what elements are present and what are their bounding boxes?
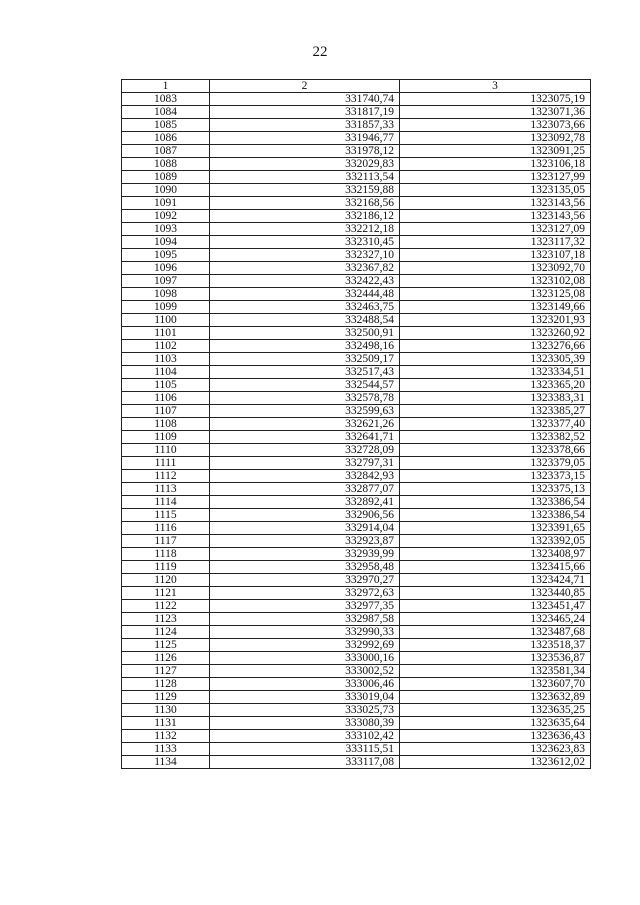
x-coordinate-cell: 332422,43 [210,275,400,288]
point-number-cell: 1117 [122,535,210,548]
point-number-cell: 1095 [122,249,210,262]
point-number-cell: 1094 [122,236,210,249]
x-coordinate-cell: 333000,16 [210,652,400,665]
table-row [122,405,591,418]
y-coordinate-cell: 1323107,18 [400,249,591,262]
x-coordinate-cell: 332327,10 [210,249,400,262]
table-row [122,626,591,639]
table-row [122,496,591,509]
table-header-row [122,80,591,93]
point-number-cell: 1089 [122,171,210,184]
x-coordinate-cell: 332621,26 [210,418,400,431]
y-coordinate-cell: 1323075,19 [400,93,591,106]
table-row [122,106,591,119]
y-coordinate-cell: 1323632,89 [400,691,591,704]
x-coordinate-cell: 332310,45 [210,236,400,249]
table-row [122,197,591,210]
table-row [122,379,591,392]
y-coordinate-cell: 1323092,78 [400,132,591,145]
column-header-3: 3 [400,80,591,93]
x-coordinate-cell: 332892,41 [210,496,400,509]
y-coordinate-cell: 1323612,02 [400,756,591,769]
y-coordinate-cell: 1323102,08 [400,275,591,288]
point-number-cell: 1130 [122,704,210,717]
table-row [122,652,591,665]
y-coordinate-cell: 1323106,18 [400,158,591,171]
y-coordinate-cell: 1323378,66 [400,444,591,457]
y-coordinate-cell: 1323201,93 [400,314,591,327]
y-coordinate-cell: 1323415,66 [400,561,591,574]
y-coordinate-cell: 1323071,36 [400,106,591,119]
x-coordinate-cell: 333019,04 [210,691,400,704]
table-row [122,262,591,275]
x-coordinate-cell: 332488,54 [210,314,400,327]
point-number-cell: 1093 [122,223,210,236]
y-coordinate-cell: 1323635,25 [400,704,591,717]
table-row [122,184,591,197]
y-coordinate-cell: 1323386,54 [400,509,591,522]
y-coordinate-cell: 1323127,09 [400,223,591,236]
point-number-cell: 1105 [122,379,210,392]
table-row [122,275,591,288]
point-number-cell: 1116 [122,522,210,535]
table-row [122,587,591,600]
table-row [122,301,591,314]
table-row [122,639,591,652]
point-number-cell: 1132 [122,730,210,743]
y-coordinate-cell: 1323377,40 [400,418,591,431]
table-row [122,392,591,405]
table-row [122,418,591,431]
x-coordinate-cell: 331978,12 [210,145,400,158]
x-coordinate-cell: 332641,71 [210,431,400,444]
table-row [122,561,591,574]
x-coordinate-cell: 332517,43 [210,366,400,379]
point-number-cell: 1104 [122,366,210,379]
x-coordinate-cell: 332990,33 [210,626,400,639]
table-row [122,704,591,717]
table-row [122,457,591,470]
table-row [122,743,591,756]
x-coordinate-cell: 332159,88 [210,184,400,197]
point-number-cell: 1113 [122,483,210,496]
table-row [122,483,591,496]
table-row [122,678,591,691]
table-row [122,171,591,184]
point-number-cell: 1126 [122,652,210,665]
table-row [122,353,591,366]
column-header-1: 1 [122,80,210,93]
y-coordinate-cell: 1323143,56 [400,197,591,210]
point-number-cell: 1083 [122,93,210,106]
point-number-cell: 1128 [122,678,210,691]
column-header-2: 2 [210,80,400,93]
y-coordinate-cell: 1323518,37 [400,639,591,652]
x-coordinate-cell: 331946,77 [210,132,400,145]
y-coordinate-cell: 1323334,51 [400,366,591,379]
y-coordinate-cell: 1323091,25 [400,145,591,158]
table-row [122,93,591,106]
x-coordinate-cell: 332509,17 [210,353,400,366]
y-coordinate-cell: 1323465,24 [400,613,591,626]
table-row [122,158,591,171]
point-number-cell: 1085 [122,119,210,132]
y-coordinate-cell: 1323424,71 [400,574,591,587]
point-number-cell: 1124 [122,626,210,639]
table-row [122,132,591,145]
x-coordinate-cell: 333115,51 [210,743,400,756]
table-row [122,665,591,678]
y-coordinate-cell: 1323382,52 [400,431,591,444]
x-coordinate-cell: 332367,82 [210,262,400,275]
x-coordinate-cell: 332212,18 [210,223,400,236]
point-number-cell: 1101 [122,327,210,340]
y-coordinate-cell: 1323260,92 [400,327,591,340]
y-coordinate-cell: 1323135,05 [400,184,591,197]
table-row [122,717,591,730]
x-coordinate-cell: 332914,04 [210,522,400,535]
point-number-cell: 1133 [122,743,210,756]
y-coordinate-cell: 1323127,99 [400,171,591,184]
y-coordinate-cell: 1323635,64 [400,717,591,730]
point-number-cell: 1127 [122,665,210,678]
y-coordinate-cell: 1323440,85 [400,587,591,600]
y-coordinate-cell: 1323365,20 [400,379,591,392]
x-coordinate-cell: 332923,87 [210,535,400,548]
table-row [122,444,591,457]
x-coordinate-cell: 332168,56 [210,197,400,210]
y-coordinate-cell: 1323391,65 [400,522,591,535]
table-row [122,340,591,353]
point-number-cell: 1102 [122,340,210,353]
x-coordinate-cell: 332906,56 [210,509,400,522]
y-coordinate-cell: 1323379,05 [400,457,591,470]
point-number-cell: 1099 [122,301,210,314]
y-coordinate-cell: 1323143,56 [400,210,591,223]
table-row [122,574,591,587]
point-number-cell: 1097 [122,275,210,288]
y-coordinate-cell: 1323305,39 [400,353,591,366]
y-coordinate-cell: 1323408,97 [400,548,591,561]
x-coordinate-cell: 332444,48 [210,288,400,301]
table-row [122,691,591,704]
x-coordinate-cell: 332500,91 [210,327,400,340]
x-coordinate-cell: 331740,74 [210,93,400,106]
table-row [122,548,591,561]
point-number-cell: 1110 [122,444,210,457]
point-number-cell: 1092 [122,210,210,223]
y-coordinate-cell: 1323581,34 [400,665,591,678]
coordinates-table [121,79,591,769]
x-coordinate-cell: 332186,12 [210,210,400,223]
x-coordinate-cell: 332877,07 [210,483,400,496]
y-coordinate-cell: 1323392,05 [400,535,591,548]
x-coordinate-cell: 333002,52 [210,665,400,678]
table-body [122,80,591,769]
point-number-cell: 1098 [122,288,210,301]
table-row [122,366,591,379]
x-coordinate-cell: 333006,46 [210,678,400,691]
point-number-cell: 1119 [122,561,210,574]
x-coordinate-cell: 332113,54 [210,171,400,184]
point-number-cell: 1108 [122,418,210,431]
x-coordinate-cell: 332958,48 [210,561,400,574]
point-number-cell: 1086 [122,132,210,145]
y-coordinate-cell: 1323451,47 [400,600,591,613]
x-coordinate-cell: 332599,63 [210,405,400,418]
table-row [122,119,591,132]
table-row [122,314,591,327]
x-coordinate-cell: 332987,58 [210,613,400,626]
point-number-cell: 1114 [122,496,210,509]
table-row [122,730,591,743]
x-coordinate-cell: 332578,78 [210,392,400,405]
y-coordinate-cell: 1323073,66 [400,119,591,132]
point-number-cell: 1103 [122,353,210,366]
x-coordinate-cell: 332939,99 [210,548,400,561]
page-number: 22 [312,44,328,60]
point-number-cell: 1109 [122,431,210,444]
point-number-cell: 1125 [122,639,210,652]
point-number-cell: 1122 [122,600,210,613]
point-number-cell: 1100 [122,314,210,327]
table-row [122,210,591,223]
x-coordinate-cell: 331817,19 [210,106,400,119]
table-row [122,249,591,262]
table-row [122,613,591,626]
x-coordinate-cell: 332797,31 [210,457,400,470]
point-number-cell: 1131 [122,717,210,730]
y-coordinate-cell: 1323487,68 [400,626,591,639]
point-number-cell: 1096 [122,262,210,275]
point-number-cell: 1123 [122,613,210,626]
x-coordinate-cell: 333117,08 [210,756,400,769]
x-coordinate-cell: 332842,93 [210,470,400,483]
table-row [122,288,591,301]
table-row [122,470,591,483]
y-coordinate-cell: 1323383,31 [400,392,591,405]
point-number-cell: 1112 [122,470,210,483]
table-row [122,756,591,769]
x-coordinate-cell: 332977,35 [210,600,400,613]
x-coordinate-cell: 331857,33 [210,119,400,132]
x-coordinate-cell: 332544,57 [210,379,400,392]
x-coordinate-cell: 333025,73 [210,704,400,717]
x-coordinate-cell: 332992,69 [210,639,400,652]
point-number-cell: 1106 [122,392,210,405]
table-row [122,327,591,340]
point-number-cell: 1118 [122,548,210,561]
x-coordinate-cell: 332728,09 [210,444,400,457]
x-coordinate-cell: 332463,75 [210,301,400,314]
point-number-cell: 1090 [122,184,210,197]
point-number-cell: 1088 [122,158,210,171]
y-coordinate-cell: 1323386,54 [400,496,591,509]
y-coordinate-cell: 1323375,13 [400,483,591,496]
y-coordinate-cell: 1323092,70 [400,262,591,275]
y-coordinate-cell: 1323149,66 [400,301,591,314]
point-number-cell: 1115 [122,509,210,522]
y-coordinate-cell: 1323373,15 [400,470,591,483]
x-coordinate-cell: 332029,83 [210,158,400,171]
table-row [122,145,591,158]
table-row [122,522,591,535]
y-coordinate-cell: 1323636,43 [400,730,591,743]
y-coordinate-cell: 1323276,66 [400,340,591,353]
point-number-cell: 1111 [122,457,210,470]
table-row [122,509,591,522]
table-row [122,535,591,548]
point-number-cell: 1084 [122,106,210,119]
x-coordinate-cell: 332498,16 [210,340,400,353]
x-coordinate-cell: 333102,42 [210,730,400,743]
point-number-cell: 1107 [122,405,210,418]
point-number-cell: 1129 [122,691,210,704]
y-coordinate-cell: 1323385,27 [400,405,591,418]
point-number-cell: 1120 [122,574,210,587]
x-coordinate-cell: 333080,39 [210,717,400,730]
y-coordinate-cell: 1323117,32 [400,236,591,249]
y-coordinate-cell: 1323125,08 [400,288,591,301]
point-number-cell: 1121 [122,587,210,600]
y-coordinate-cell: 1323623,83 [400,743,591,756]
y-coordinate-cell: 1323536,87 [400,652,591,665]
point-number-cell: 1087 [122,145,210,158]
point-number-cell: 1091 [122,197,210,210]
point-number-cell: 1134 [122,756,210,769]
table-row [122,223,591,236]
y-coordinate-cell: 1323607,70 [400,678,591,691]
table-row [122,600,591,613]
table-row [122,236,591,249]
x-coordinate-cell: 332972,63 [210,587,400,600]
table-row [122,431,591,444]
x-coordinate-cell: 332970,27 [210,574,400,587]
